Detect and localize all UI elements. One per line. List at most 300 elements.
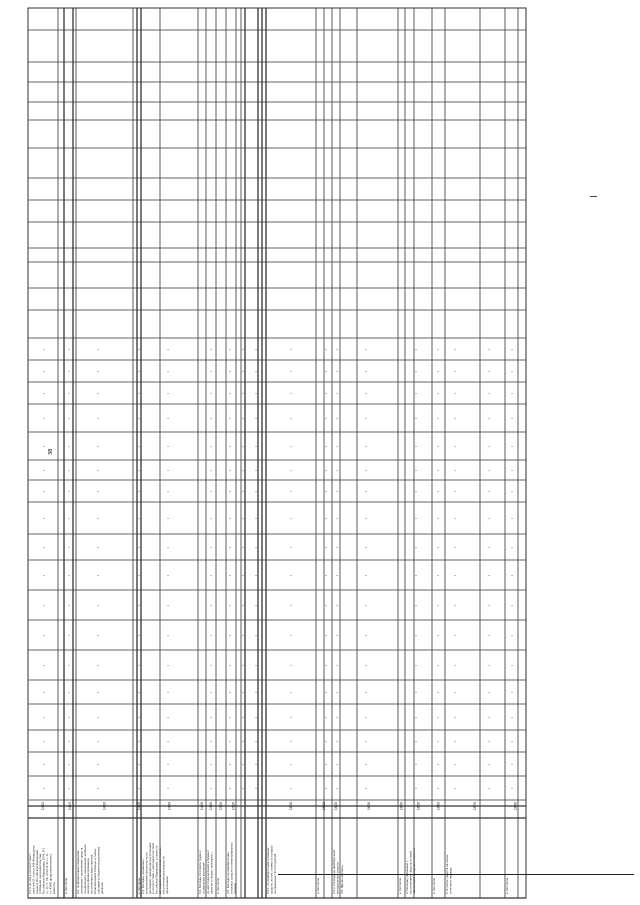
cell-dash: - bbox=[511, 346, 513, 353]
row-label-line: не превышает 40 000 рублей bbox=[273, 853, 277, 894]
cell-dash: - bbox=[325, 572, 327, 579]
cell-dash: - bbox=[68, 572, 70, 579]
cell-dash: - bbox=[488, 544, 490, 551]
cell-dash: - bbox=[511, 488, 513, 495]
row-code: 1680 bbox=[513, 801, 518, 811]
row-label-line: средств, из них стоимость которых bbox=[270, 845, 274, 894]
cell-dash: - bbox=[68, 443, 70, 450]
cell-dash: - bbox=[336, 467, 338, 474]
cell-dash: - bbox=[68, 761, 70, 768]
cell-dash: - bbox=[365, 544, 367, 551]
cell-dash: - bbox=[325, 368, 327, 375]
row-label-line: 4. Расходы, связанные с bbox=[406, 860, 409, 894]
row-label bbox=[399, 877, 402, 894]
cell-dash: - bbox=[336, 415, 338, 422]
cell-dash: - bbox=[437, 467, 439, 474]
cell-dash: - bbox=[68, 515, 70, 522]
cell-dash: - bbox=[415, 738, 417, 745]
cell-dash: - bbox=[336, 662, 338, 669]
cell-dash: - bbox=[454, 632, 456, 639]
cell-dash: - bbox=[511, 689, 513, 696]
row-label-line: кодекса Российской Федерации bbox=[35, 849, 39, 894]
cell-dash: - bbox=[336, 443, 338, 450]
cell-dash: - bbox=[511, 544, 513, 551]
cell-dash: - bbox=[336, 738, 338, 745]
row-label-line: безвозмездной помощи, а также bbox=[94, 848, 97, 894]
cell-dash: - bbox=[511, 572, 513, 579]
row-label-line: обеспечения деятельности bbox=[162, 856, 166, 894]
cell-dash: - bbox=[255, 572, 257, 579]
cell-dash: - bbox=[488, 443, 490, 450]
cell-dash: - bbox=[454, 572, 456, 579]
cell-dash: - bbox=[511, 602, 513, 609]
cell-dash: - bbox=[437, 785, 439, 792]
cell-dash: - bbox=[97, 544, 99, 551]
cell-dash: - bbox=[167, 738, 169, 745]
cell-dash: - bbox=[43, 390, 45, 397]
row-code: 1610 bbox=[322, 801, 326, 811]
row-label-line: ст. 4264) фонд капитального bbox=[49, 853, 53, 894]
row-label-line: поступления в виде грантов, bbox=[90, 854, 94, 894]
row-label-line: активов bbox=[233, 883, 237, 894]
cell-dash: - bbox=[511, 515, 513, 522]
cell-dash: - bbox=[488, 785, 490, 792]
cell-dash: - bbox=[511, 443, 513, 450]
cell-dash: - bbox=[488, 689, 490, 696]
row-code: 1600 bbox=[289, 801, 293, 811]
cell-dash: - bbox=[138, 761, 140, 768]
cell-dash: - bbox=[97, 761, 99, 768]
cell-dash: - bbox=[255, 346, 257, 353]
cell-dash: - bbox=[43, 689, 45, 696]
cell-dash: - bbox=[437, 662, 439, 669]
cell-dash: - bbox=[43, 415, 45, 422]
row-label bbox=[206, 849, 213, 894]
cell-dash: - bbox=[138, 390, 140, 397]
cell-dash: - bbox=[210, 602, 212, 609]
cell-dash: - bbox=[325, 632, 327, 639]
cell-dash: - bbox=[43, 602, 45, 609]
cell-dash: - bbox=[336, 689, 338, 696]
row-label-line: в том числе bbox=[433, 877, 436, 894]
cell-dash: - bbox=[454, 368, 456, 375]
cell-dash: - bbox=[138, 415, 140, 422]
cell-dash: - bbox=[68, 346, 70, 353]
row-label-line: договорам, заключенным в целях bbox=[159, 847, 162, 894]
cell-dash: - bbox=[43, 515, 45, 522]
cell-dash: - bbox=[488, 632, 490, 639]
cell-dash: - bbox=[511, 761, 513, 768]
cell-dash: - bbox=[97, 346, 99, 353]
cell-dash: - bbox=[43, 632, 45, 639]
cell-dash: - bbox=[454, 544, 456, 551]
cell-dash: - bbox=[43, 738, 45, 745]
row-label-line: исполнением обязательств по bbox=[145, 852, 149, 894]
cell-dash: - bbox=[138, 346, 140, 353]
cell-dash: - bbox=[43, 443, 45, 450]
cell-dash: - bbox=[255, 785, 257, 792]
cell-dash: - bbox=[97, 467, 99, 474]
cell-dash: - bbox=[229, 689, 231, 696]
cell-dash: - bbox=[437, 415, 439, 422]
cell-dash: - bbox=[210, 390, 212, 397]
cell-dash: - bbox=[437, 443, 439, 450]
cell-dash: - bbox=[415, 689, 417, 696]
cell-dash: - bbox=[138, 714, 140, 721]
cell-dash: - bbox=[242, 488, 244, 495]
cell-dash: - bbox=[97, 488, 99, 495]
cell-dash: - bbox=[97, 368, 99, 375]
row-code: 1450 bbox=[209, 801, 213, 811]
cell-dash: - bbox=[365, 738, 367, 745]
cell-dash: - bbox=[290, 632, 292, 639]
row-label-line: приносящей доход деятельности bbox=[412, 847, 416, 894]
cell-dash: - bbox=[210, 488, 212, 495]
cell-dash: - bbox=[167, 488, 169, 495]
cell-dash: - bbox=[415, 346, 417, 353]
row-label bbox=[506, 877, 509, 894]
cell-dash: - bbox=[229, 785, 231, 792]
row-label-line: ремонта bbox=[52, 882, 56, 894]
row-label-line: в том числе bbox=[217, 877, 220, 894]
cell-dash: - bbox=[415, 488, 417, 495]
row-code: 1630 bbox=[367, 801, 371, 811]
cell-dash: - bbox=[365, 415, 367, 422]
cell-dash: - bbox=[138, 515, 140, 522]
cell-dash: - bbox=[138, 602, 140, 609]
cell-dash: - bbox=[511, 785, 513, 792]
cell-dash: - bbox=[210, 785, 212, 792]
cell-dash: - bbox=[336, 714, 338, 721]
cell-dash: - bbox=[167, 515, 169, 522]
row-label-line: Российской Федерации, а также по bbox=[155, 845, 159, 894]
cell-dash: - bbox=[43, 714, 45, 721]
cell-dash: - bbox=[290, 662, 292, 669]
row-code: 1430 bbox=[167, 801, 172, 811]
cell-dash: - bbox=[167, 443, 169, 450]
row-label-line: отчетного периода bbox=[449, 867, 453, 894]
cell-dash: - bbox=[97, 689, 99, 696]
row-label-line: в том числе bbox=[399, 877, 402, 894]
cell-dash: - bbox=[437, 572, 439, 579]
cell-dash: - bbox=[415, 572, 417, 579]
cell-dash: - bbox=[43, 488, 45, 495]
cell-dash: - bbox=[167, 689, 169, 696]
row-label-line: уровней bbox=[100, 882, 104, 894]
row-label-line: субсидий из бюджетов различных bbox=[97, 846, 101, 894]
cell-dash: - bbox=[242, 662, 244, 669]
row-label-line: Российской Федерации, 2005, N 1 bbox=[42, 847, 46, 894]
row-code: 1403 bbox=[68, 801, 72, 811]
cell-dash: - bbox=[365, 515, 367, 522]
cell-dash: - bbox=[138, 785, 140, 792]
cell-dash: - bbox=[229, 544, 231, 551]
row-label bbox=[340, 865, 344, 894]
cell-dash: - bbox=[325, 738, 327, 745]
cell-dash: - bbox=[229, 761, 231, 768]
cell-dash: - bbox=[229, 602, 231, 609]
cell-dash: - bbox=[454, 415, 456, 422]
cell-dash: - bbox=[242, 738, 244, 745]
cell-dash: - bbox=[242, 515, 244, 522]
row-label bbox=[332, 849, 339, 894]
cell-dash: - bbox=[437, 390, 439, 397]
cell-dash: - bbox=[229, 346, 231, 353]
cell-dash: - bbox=[511, 632, 513, 639]
cell-dash: - bbox=[138, 572, 140, 579]
cell-dash: - bbox=[167, 785, 169, 792]
cell-dash: - bbox=[336, 515, 338, 522]
row-label-line: 3.5. Расходы на приобретение bbox=[227, 852, 230, 894]
cell-dash: - bbox=[365, 689, 367, 696]
cell-dash: - bbox=[336, 346, 338, 353]
row-label-line: в том числе bbox=[506, 877, 509, 894]
cell-dash: - bbox=[290, 714, 292, 721]
cell-dash: - bbox=[325, 689, 327, 696]
cell-dash: - bbox=[210, 368, 212, 375]
cell-dash: - bbox=[68, 368, 70, 375]
cell-dash: - bbox=[454, 761, 456, 768]
cell-dash: - bbox=[290, 689, 292, 696]
cell-dash: - bbox=[68, 738, 70, 745]
row-label-line: пунктом 11 статьи 166 Жилищного bbox=[32, 845, 36, 894]
cell-dash: - bbox=[210, 346, 212, 353]
cell-dash: - bbox=[511, 368, 513, 375]
cell-dash: - bbox=[97, 572, 99, 579]
cell-dash: - bbox=[229, 390, 231, 397]
row-code: 1670 bbox=[473, 801, 477, 811]
row-code: 1500 bbox=[219, 801, 223, 811]
cell-dash: - bbox=[229, 467, 231, 474]
cell-dash: - bbox=[229, 415, 231, 422]
cell-dash: - bbox=[138, 662, 140, 669]
cell-dash: - bbox=[242, 632, 244, 639]
cell-dash: - bbox=[290, 443, 292, 450]
cell-dash: - bbox=[138, 488, 140, 495]
cell-dash: - bbox=[488, 467, 490, 474]
cell-dash: - bbox=[255, 662, 257, 669]
cell-dash: - bbox=[255, 467, 257, 474]
cell-dash: - bbox=[167, 346, 169, 353]
cell-dash: - bbox=[415, 415, 417, 422]
row-label-line: договорам, требующим регистрации, bbox=[148, 842, 152, 894]
cell-dash: - bbox=[454, 662, 456, 669]
row-label-line: в том числе bbox=[138, 877, 141, 894]
cell-dash: - bbox=[97, 415, 99, 422]
cell-dash: - bbox=[365, 572, 367, 579]
cell-dash: - bbox=[488, 515, 490, 522]
cell-dash: - bbox=[210, 467, 212, 474]
row-label bbox=[28, 845, 56, 894]
cell-dash: - bbox=[488, 662, 490, 669]
cell-dash: - bbox=[242, 415, 244, 422]
cell-dash: - bbox=[336, 488, 338, 495]
row-label-line: (ч. 1), ст. 14; 2014, N 30 (ч. 1), bbox=[46, 853, 49, 894]
cell-dash: - bbox=[68, 602, 70, 609]
cell-dash: - bbox=[138, 443, 140, 450]
cell-dash: - bbox=[242, 368, 244, 375]
row-label-line: налогов и сборов, связанных с bbox=[210, 851, 214, 894]
cell-dash: - bbox=[511, 662, 513, 669]
cell-dash: - bbox=[325, 662, 327, 669]
cell-dash: - bbox=[229, 443, 231, 450]
cell-dash: - bbox=[229, 488, 231, 495]
cell-dash: - bbox=[290, 761, 292, 768]
row-label-line: (Собрание законодательства bbox=[39, 853, 43, 894]
cell-dash: - bbox=[290, 415, 292, 422]
cell-dash: - bbox=[290, 572, 292, 579]
row-code: 1440 bbox=[200, 801, 204, 811]
cell-dash: - bbox=[229, 662, 231, 669]
cell-dash: - bbox=[97, 714, 99, 721]
cell-dash: - bbox=[210, 662, 212, 669]
row-label-line: 3.5.1. по приобретению основных bbox=[267, 847, 270, 894]
cell-dash: - bbox=[325, 602, 327, 609]
cell-dash: - bbox=[437, 632, 439, 639]
cell-dash: - bbox=[415, 602, 417, 609]
row-code: 1620 bbox=[334, 801, 338, 811]
cell-dash: - bbox=[336, 632, 338, 639]
cell-dash: - bbox=[210, 689, 212, 696]
row-label-line: 3.4. Расходы по оплате труда и bbox=[199, 850, 202, 894]
cell-dash: - bbox=[437, 346, 439, 353]
cell-dash: - bbox=[365, 662, 367, 669]
cell-dash: - bbox=[242, 785, 244, 792]
cell-dash: - bbox=[167, 572, 169, 579]
cell-dash: - bbox=[325, 544, 327, 551]
row-label bbox=[266, 845, 277, 894]
cell-dash: - bbox=[437, 738, 439, 745]
cell-dash: - bbox=[415, 368, 417, 375]
cell-dash: - bbox=[325, 346, 327, 353]
row-label-line: организации bbox=[165, 876, 169, 894]
cell-dash: - bbox=[97, 632, 99, 639]
cell-dash: - bbox=[488, 714, 490, 721]
cell-dash: - bbox=[210, 714, 212, 721]
cell-dash: - bbox=[242, 714, 244, 721]
cell-dash: - bbox=[336, 572, 338, 579]
cell-dash: - bbox=[229, 368, 231, 375]
cell-dash: - bbox=[325, 467, 327, 474]
cell-dash: - bbox=[167, 761, 169, 768]
cell-dash: - bbox=[138, 632, 140, 639]
cell-dash: - bbox=[454, 488, 456, 495]
cell-dash: - bbox=[336, 368, 338, 375]
cell-dash: - bbox=[365, 632, 367, 639]
row-label bbox=[198, 850, 205, 894]
cell-dash: - bbox=[325, 443, 327, 450]
cell-dash: - bbox=[365, 785, 367, 792]
cell-dash: - bbox=[290, 785, 292, 792]
cell-dash: - bbox=[210, 415, 212, 422]
cell-dash: - bbox=[488, 602, 490, 609]
cell-dash: - bbox=[511, 415, 513, 422]
cell-dash: - bbox=[68, 415, 70, 422]
row-label bbox=[65, 877, 68, 894]
cell-dash: - bbox=[255, 632, 257, 639]
cell-dash: - bbox=[290, 390, 292, 397]
cell-dash: - bbox=[43, 785, 45, 792]
cell-dash: - bbox=[167, 544, 169, 551]
cell-dash: - bbox=[68, 467, 70, 474]
cell-dash: - bbox=[488, 761, 490, 768]
row-label-line: в соответствии с законодательством bbox=[152, 842, 156, 894]
cell-dash: - bbox=[454, 602, 456, 609]
row-label bbox=[217, 877, 220, 894]
cell-dash: - bbox=[365, 368, 367, 375]
cell-dash: - bbox=[290, 738, 292, 745]
cell-dash: - bbox=[255, 761, 257, 768]
cell-dash: - bbox=[242, 443, 244, 450]
cell-dash: - bbox=[97, 662, 99, 669]
cell-dash: - bbox=[415, 443, 417, 450]
cell-dash: - bbox=[325, 390, 327, 397]
cell-dash: - bbox=[229, 632, 231, 639]
cell-dash: - bbox=[336, 544, 338, 551]
cell-dash: - bbox=[454, 515, 456, 522]
cell-dash: - bbox=[68, 488, 70, 495]
cell-dash: - bbox=[210, 572, 212, 579]
cell-dash: - bbox=[210, 761, 212, 768]
cell-dash: - bbox=[290, 368, 292, 375]
cell-dash: - bbox=[229, 572, 231, 579]
row-label-line: 3.1.3. из них в соответствии с bbox=[29, 852, 32, 894]
cell-dash: - bbox=[68, 689, 70, 696]
cell-dash: - bbox=[138, 738, 140, 745]
cell-dash: - bbox=[255, 689, 257, 696]
cell-dash: - bbox=[290, 602, 292, 609]
cell-dash: - bbox=[242, 689, 244, 696]
cell-dash: - bbox=[511, 390, 513, 397]
cell-dash: - bbox=[43, 761, 45, 768]
cell-dash: - bbox=[415, 467, 417, 474]
cell-dash: - bbox=[167, 632, 169, 639]
cell-dash: - bbox=[454, 785, 456, 792]
cell-dash: - bbox=[242, 544, 244, 551]
row-label bbox=[317, 877, 320, 894]
row-label-line: 3.2. по финансовым операциям, bbox=[77, 849, 80, 894]
cell-dash: - bbox=[415, 390, 417, 397]
cell-dash: - bbox=[325, 415, 327, 422]
cell-dash: - bbox=[454, 346, 456, 353]
row-label bbox=[433, 877, 436, 894]
cell-dash: - bbox=[365, 602, 367, 609]
cell-dash: - bbox=[242, 346, 244, 353]
cell-dash: - bbox=[242, 761, 244, 768]
cell-dash: - bbox=[255, 738, 257, 745]
cell-dash: - bbox=[68, 785, 70, 792]
row-label-line: из них: перечисления в бюджет bbox=[207, 849, 210, 894]
row-label-line: целевое финансирование, bbox=[87, 857, 91, 894]
cell-dash: - bbox=[97, 738, 99, 745]
cell-dash: - bbox=[167, 368, 169, 375]
row-code: 1410 bbox=[102, 801, 107, 811]
cell-dash: - bbox=[415, 632, 417, 639]
cell-dash: - bbox=[210, 738, 212, 745]
cell-dash: - bbox=[325, 761, 327, 768]
cell-dash: - bbox=[255, 515, 257, 522]
row-label bbox=[138, 877, 141, 894]
cell-dash: - bbox=[437, 714, 439, 721]
cell-dash: - bbox=[255, 544, 257, 551]
row-label-line: 3.6. Прочие выплаты bbox=[341, 865, 344, 894]
cell-dash: - bbox=[255, 415, 257, 422]
row-label bbox=[226, 842, 237, 894]
cell-dash: - bbox=[138, 467, 140, 474]
cell-dash: - bbox=[488, 390, 490, 397]
cell-dash: - bbox=[167, 415, 169, 422]
cell-dash: - bbox=[365, 443, 367, 450]
